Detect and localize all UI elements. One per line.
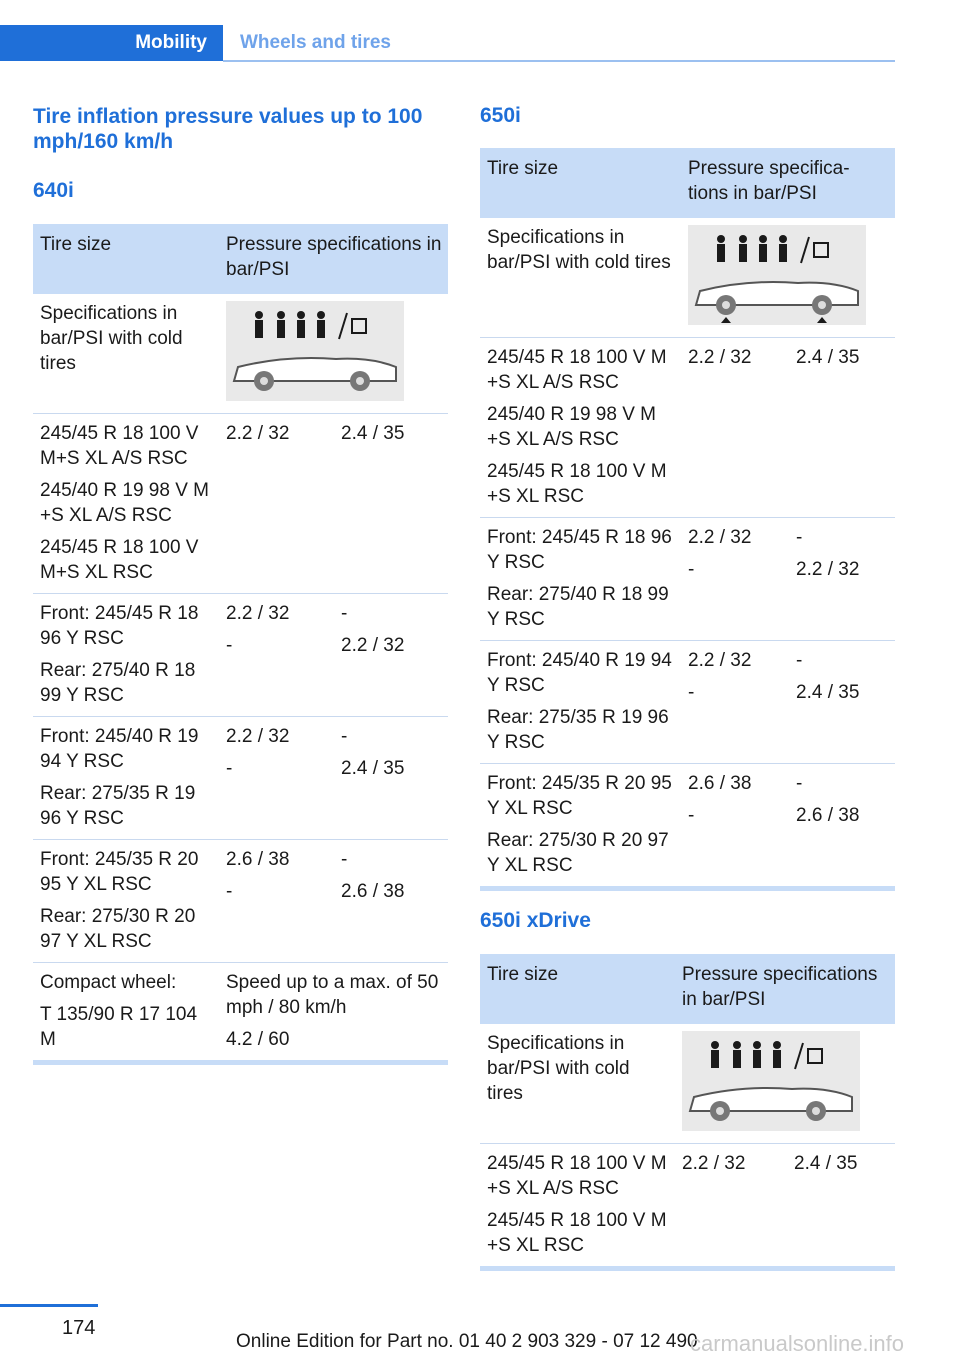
vehicle-load-icon	[682, 1031, 860, 1131]
edition-footer: Online Edition for Part no. 01 40 2 903 329 - 07 12 490	[236, 1331, 698, 1352]
cold-tires-label: Specifications in bar/PSI with cold tires	[480, 1024, 675, 1144]
tire-size-cell: Front: 245/40 R 19 94 Y RSC Rear: 275/35 R 19 96 Y RSC	[33, 717, 219, 840]
col-header-tire-size: Tire size	[33, 224, 219, 294]
pressure-full-cell: 2.4 / 35	[789, 338, 895, 518]
pressure-full-cell: 2.4 / 35	[787, 1144, 895, 1269]
pressure-normal-cell: 2.2 / 32	[219, 414, 334, 594]
tire-size-cell: Front: 245/45 R 18 96 Y RSC Rear: 275/40 R 18 99 Y RSC	[480, 518, 681, 641]
col-header-pressure: Pressure specifica-tions in bar/PSI	[681, 148, 895, 218]
pressure-normal-cell: 2.6 / 38 -	[681, 764, 789, 889]
pressure-full-cell: 2.4 / 35	[334, 414, 448, 594]
col-header-pressure: Pressure specifications in bar/PSI	[219, 224, 448, 294]
pressure-table-640i	[33, 224, 448, 1065]
vehicle-load-icon	[688, 225, 866, 325]
pressure-normal-cell: 2.2 / 32 -	[219, 717, 334, 840]
pressure-full-cell: - 2.6 / 38	[334, 840, 448, 963]
tire-size-cell: 245/45 R 18 100 V M +S XL A/S RSC 245/45 R 18 100 V M +S XL RSC	[480, 1144, 675, 1269]
model-heading-640i: 640i	[33, 179, 74, 202]
section-heading: Tire inflation pressure values up to 100 mph/160 km/h	[33, 105, 423, 153]
cold-tires-label: Specifications in bar/PSI with cold tires	[33, 294, 219, 414]
page-number: 174	[62, 1317, 96, 1339]
tire-size-cell: Front: 245/35 R 20 95 Y XL RSC Rear: 275/30 R 20 97 Y XL RSC	[480, 764, 681, 889]
pressure-normal-cell: 2.2 / 32	[675, 1144, 787, 1269]
tire-size-cell: 245/45 R 18 100 V M+S XL A/S RSC 245/40 R 19 98 V M +S XL A/S RSC 245/45 R 18 100 V M+S XL RSC	[33, 414, 219, 594]
load-diagram	[219, 294, 448, 414]
tire-size-cell: Front: 245/35 R 20 95 Y XL RSC Rear: 275/30 R 20 97 Y XL RSC	[33, 840, 219, 963]
watermark: carmanualsonline.info	[690, 1331, 905, 1356]
pressure-normal-cell: 2.6 / 38 -	[219, 840, 334, 963]
load-diagram	[675, 1024, 895, 1144]
col-header-tire-size: Tire size	[480, 148, 681, 218]
pressure-table-650i-xdrive	[480, 954, 895, 1271]
page-number-rule	[0, 1304, 98, 1307]
pressure-normal-cell: 2.2 / 32 -	[219, 594, 334, 717]
col-header-pressure: Pressure specifications in bar/PSI	[675, 954, 895, 1024]
header-rule	[223, 60, 895, 62]
pressure-normal-cell: 2.2 / 32 -	[681, 518, 789, 641]
compact-wheel-info-cell: Speed up to a max. of 50 mph / 80 km/h 4.2 / 60	[219, 963, 448, 1063]
pressure-normal-cell: 2.2 / 32	[681, 338, 789, 518]
cold-tires-label: Specifications in bar/PSI with cold tires	[480, 218, 681, 338]
col-header-tire-size: Tire size	[480, 954, 675, 1024]
model-heading-650i-xdrive: 650i xDrive	[480, 909, 591, 932]
chapter-tab-wheels-and-tires: Wheels and tires	[240, 32, 391, 53]
pressure-table-650i	[480, 148, 895, 891]
pressure-full-cell: - 2.2 / 32	[789, 518, 895, 641]
model-heading-650i: 650i	[480, 104, 521, 127]
section-tab-mobility: Mobility	[0, 25, 223, 61]
pressure-full-cell: - 2.4 / 35	[789, 641, 895, 764]
load-diagram	[681, 218, 895, 338]
tire-size-cell: Front: 245/40 R 19 94 Y RSC Rear: 275/35 R 19 96 Y RSC	[480, 641, 681, 764]
pressure-full-cell: - 2.4 / 35	[334, 717, 448, 840]
pressure-full-cell: - 2.6 / 38	[789, 764, 895, 889]
pressure-normal-cell: 2.2 / 32 -	[681, 641, 789, 764]
pressure-full-cell: - 2.2 / 32	[334, 594, 448, 717]
compact-wheel-cell: Compact wheel: T 135/90 R 17 104 M	[33, 963, 219, 1063]
tire-size-cell: Front: 245/45 R 18 96 Y RSC Rear: 275/40 R 18 99 Y RSC	[33, 594, 219, 717]
vehicle-load-icon	[226, 301, 404, 401]
tire-size-cell: 245/45 R 18 100 V M +S XL A/S RSC 245/40 R 19 98 V M +S XL A/S RSC 245/45 R 18 100 V M +S XL RSC	[480, 338, 681, 518]
